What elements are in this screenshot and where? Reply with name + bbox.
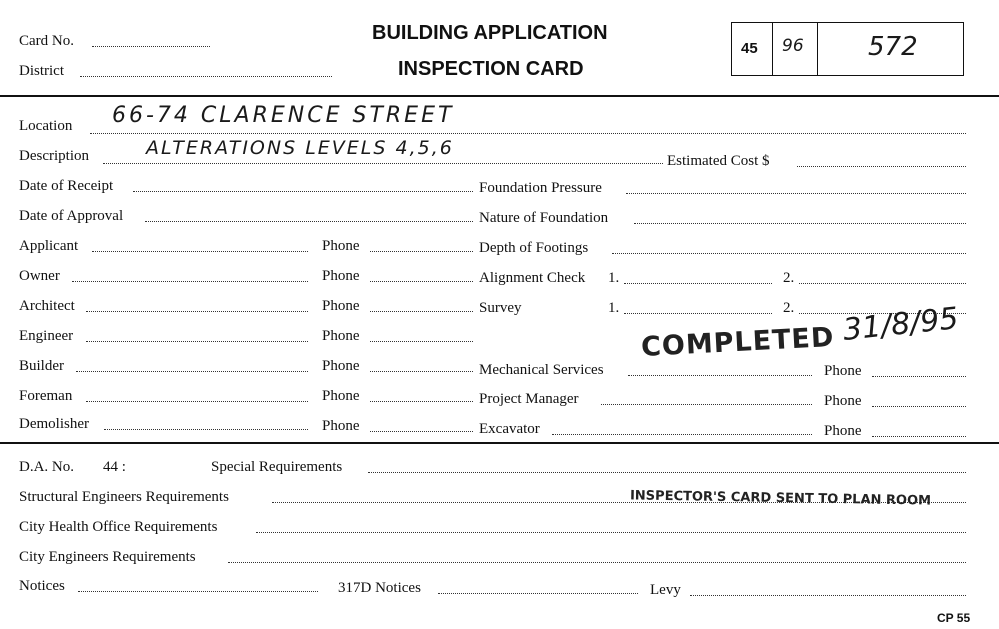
completed-stamp: COMPLETED — [640, 321, 836, 363]
excavator-phone-label: Phone — [824, 423, 862, 439]
da-no-value: 44 : — [103, 459, 126, 475]
completed-date: 31/8/95 — [841, 301, 961, 348]
excavator-field[interactable] — [552, 434, 812, 435]
mechanical-services-label: Mechanical Services — [479, 362, 604, 378]
owner-label: Owner — [19, 268, 60, 284]
location-label: Location — [19, 118, 73, 134]
foreman-phone-field[interactable] — [370, 401, 473, 402]
survey-1-label: 1. — [608, 300, 620, 316]
project-manager-phone-field[interactable] — [872, 406, 966, 407]
engineer-label: Engineer — [19, 328, 74, 344]
architect-field[interactable] — [86, 311, 308, 312]
foundation-pressure-label: Foundation Pressure — [479, 180, 602, 196]
builder-field[interactable] — [76, 371, 308, 372]
form-code: CP 55 — [937, 611, 971, 625]
depth-of-footings-label: Depth of Footings — [479, 240, 589, 256]
owner-phone-label: Phone — [322, 268, 360, 284]
box-cell-1: 45 — [741, 40, 758, 57]
date-of-receipt-label: Date of Receipt — [19, 178, 114, 194]
estimated-cost-label: Estimated Cost $ — [667, 153, 770, 169]
alignment-check-2-label: 2. — [783, 270, 795, 286]
demolisher-phone-label: Phone — [322, 418, 360, 434]
divider-middle — [0, 442, 999, 444]
date-of-approval-label: Date of Approval — [19, 208, 124, 224]
architect-phone-label: Phone — [322, 298, 360, 314]
description-label: Description — [19, 148, 89, 164]
alignment-check-1-field[interactable] — [624, 283, 772, 284]
city-health-label: City Health Office Requirements — [19, 519, 218, 535]
levy-label: Levy — [650, 582, 681, 598]
architect-label: Architect — [19, 298, 75, 314]
excavator-label: Excavator — [479, 421, 540, 437]
builder-phone-field[interactable] — [370, 371, 473, 372]
card-title-line1: BUILDING APPLICATION — [372, 22, 608, 44]
card-number-box — [731, 22, 964, 76]
box-cell-3: 572 — [868, 32, 918, 62]
notices-field[interactable] — [78, 591, 318, 592]
location-value: 66-74 CLARENCE STREET — [112, 103, 455, 128]
engineer-phone-field[interactable] — [370, 341, 473, 342]
owner-field[interactable] — [72, 281, 308, 282]
excavator-phone-field[interactable] — [872, 436, 966, 437]
date-of-approval-field[interactable] — [145, 221, 473, 222]
estimated-cost-field[interactable] — [797, 166, 966, 167]
demolisher-phone-field[interactable] — [370, 431, 473, 432]
divider-top — [0, 95, 999, 97]
engineer-phone-label: Phone — [322, 328, 360, 344]
foreman-label: Foreman — [19, 388, 73, 404]
box-divider-1 — [772, 23, 773, 75]
box-divider-2 — [817, 23, 818, 75]
location-field[interactable] — [90, 133, 966, 134]
architect-phone-field[interactable] — [370, 311, 473, 312]
builder-phone-label: Phone — [322, 358, 360, 374]
owner-phone-field[interactable] — [370, 281, 473, 282]
card-no-label: Card No. — [19, 33, 74, 49]
applicant-phone-label: Phone — [322, 238, 360, 254]
builder-label: Builder — [19, 358, 64, 374]
foreman-phone-label: Phone — [322, 388, 360, 404]
project-manager-label: Project Manager — [479, 391, 579, 407]
mechanical-phone-label: Phone — [824, 363, 862, 379]
city-health-field[interactable] — [256, 532, 966, 533]
survey-2-label: 2. — [783, 300, 795, 316]
applicant-phone-field[interactable] — [370, 251, 473, 252]
foreman-field[interactable] — [86, 401, 308, 402]
mechanical-services-field[interactable] — [628, 375, 812, 376]
demolisher-label: Demolisher — [19, 416, 89, 432]
notices-label: Notices — [19, 578, 65, 594]
nature-of-foundation-label: Nature of Foundation — [479, 210, 609, 226]
city-engineers-field[interactable] — [228, 562, 966, 563]
nature-of-foundation-field[interactable] — [634, 223, 966, 224]
city-engineers-label: City Engineers Requirements — [19, 549, 196, 565]
alignment-check-label: Alignment Check — [479, 270, 586, 286]
alignment-check-2-field[interactable] — [799, 283, 966, 284]
card-no-field[interactable] — [92, 46, 210, 47]
box-cell-2: 96 — [782, 36, 804, 56]
special-requirements-field[interactable] — [368, 472, 966, 473]
da-no-label: D.A. No. — [19, 459, 74, 475]
demolisher-field[interactable] — [104, 429, 308, 430]
card-title-line2: INSPECTION CARD — [398, 58, 584, 80]
inspector-card-stamp: INSPECTOR'S CARD SENT TO PLAN ROOM — [629, 488, 932, 509]
special-requirements-label: Special Requirements — [211, 459, 343, 475]
notices-317d-field[interactable] — [438, 593, 638, 594]
project-manager-phone-label: Phone — [824, 393, 862, 409]
foundation-pressure-field[interactable] — [626, 193, 966, 194]
date-of-receipt-field[interactable] — [133, 191, 473, 192]
description-field[interactable] — [103, 163, 663, 164]
depth-of-footings-field[interactable] — [612, 253, 966, 254]
alignment-check-1-label: 1. — [608, 270, 620, 286]
notices-317d-label: 317D Notices — [338, 580, 421, 596]
description-value: ALTERATIONS LEVELS 4,5,6 — [146, 137, 454, 159]
district-field[interactable] — [80, 76, 332, 77]
district-label: District — [19, 63, 64, 79]
applicant-label: Applicant — [19, 238, 79, 254]
survey-1-field[interactable] — [624, 313, 772, 314]
structural-engineers-label: Structural Engineers Requirements — [19, 489, 229, 505]
survey-label: Survey — [479, 300, 522, 316]
levy-field[interactable] — [690, 595, 966, 596]
engineer-field[interactable] — [86, 341, 308, 342]
mechanical-phone-field[interactable] — [872, 376, 966, 377]
applicant-field[interactable] — [92, 251, 308, 252]
project-manager-field[interactable] — [601, 404, 812, 405]
